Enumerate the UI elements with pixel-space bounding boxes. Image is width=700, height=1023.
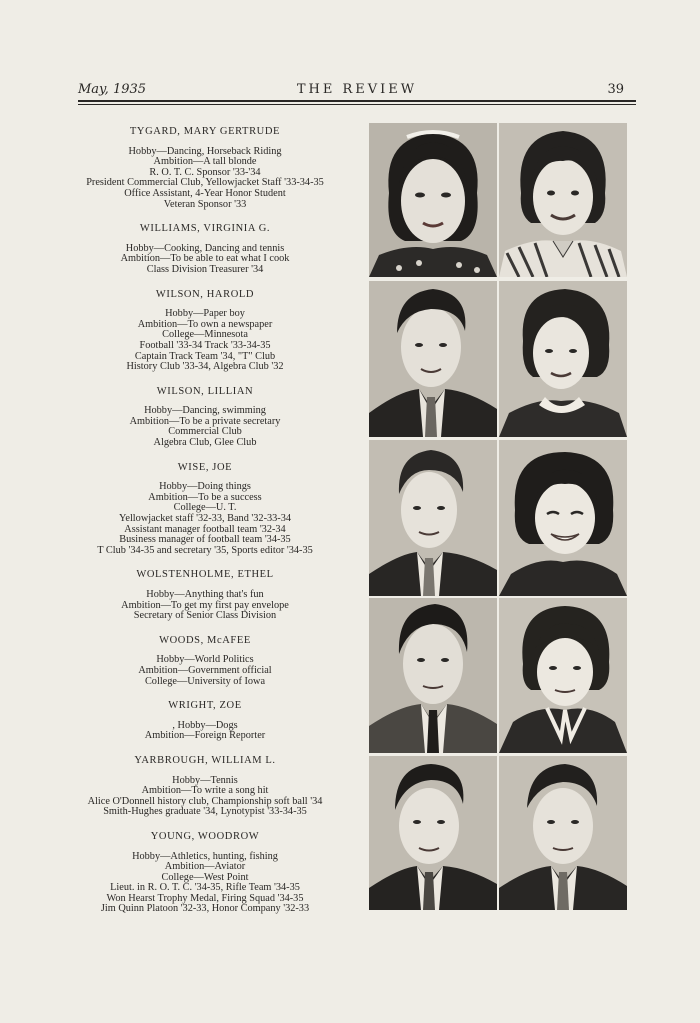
entry-line: Captain Track Team '34, "T" Club bbox=[134, 350, 276, 362]
entry-name: YARBROUGH, WILLIAM L. bbox=[134, 754, 276, 766]
entry-line: Jim Quinn Platoon '32-33, Honor Company '32-33 bbox=[100, 903, 310, 915]
issue-date: May, 1935 bbox=[78, 82, 147, 97]
portrait-man-icon bbox=[369, 598, 497, 753]
entry-wright bbox=[50, 701, 360, 742]
entry-tygard bbox=[50, 127, 360, 210]
entry-line: President Commercial Club, Yellowjacket Staff '33-34-35 bbox=[86, 177, 324, 189]
header-rule bbox=[78, 100, 636, 102]
entry-line: Hobby—Tennis bbox=[172, 774, 238, 786]
entry-line: Algebra Club, Glee Club bbox=[153, 437, 257, 449]
entry-line: Veteran Sponsor '33 bbox=[163, 198, 247, 210]
entry-line: T Club '34-35 and secretary '35, Sports editor '34-35 bbox=[97, 544, 313, 556]
entry-line: College—University of Iowa bbox=[144, 675, 266, 687]
entry-line: Ambition—To get my first pay envelope bbox=[121, 599, 289, 611]
portrait-man-icon bbox=[369, 756, 497, 910]
entry-line: Ambition—Foreign Reporter bbox=[144, 730, 266, 742]
portrait-woman-icon bbox=[499, 598, 627, 753]
page-header bbox=[78, 82, 636, 104]
entry-woods bbox=[50, 636, 360, 687]
entry-yarbrough bbox=[50, 756, 360, 818]
entry-line: R. O. T. C. Sponsor '33-'34 bbox=[149, 166, 261, 178]
portrait-photo bbox=[369, 598, 497, 753]
entry-name: WOODS, McAFEE bbox=[159, 634, 251, 646]
portrait-woman-icon bbox=[499, 123, 627, 277]
senior-entries bbox=[50, 127, 360, 915]
entry-line: Hobby—Paper boy bbox=[165, 308, 245, 320]
entry-line: Commercial Club bbox=[168, 426, 242, 438]
entry-line: Smith-Hughes graduate '34, Lynotypist '33-34-35 bbox=[103, 806, 307, 818]
entry-line: , Hobby—Dogs bbox=[172, 719, 238, 731]
entry-wilson-harold bbox=[50, 290, 360, 373]
entry-line: College—Minnesota bbox=[162, 329, 248, 341]
entry-line: Ambition—To be a private secretary bbox=[129, 415, 281, 427]
entry-line: Ambition—Aviator bbox=[164, 861, 246, 873]
header-rule-thin bbox=[78, 104, 636, 105]
portrait-photo bbox=[499, 756, 627, 910]
entry-line: History Club '33-34, Algebra Club '32 bbox=[126, 361, 284, 373]
portrait-man-icon bbox=[499, 756, 627, 910]
entry-line: Ambition—Government official bbox=[138, 664, 272, 676]
entry-young bbox=[50, 832, 360, 915]
entry-line: Hobby—Dancing, Horseback Riding bbox=[128, 145, 282, 157]
entry-line: Hobby—Athletics, hunting, fishing bbox=[132, 850, 278, 862]
portrait-photo bbox=[499, 281, 627, 437]
entry-name: WILLIAMS, VIRGINIA G. bbox=[139, 223, 271, 235]
portrait-man-icon bbox=[369, 440, 497, 596]
portrait-woman-icon bbox=[369, 123, 497, 277]
entry-line: Assistant manager football team '32-34 bbox=[124, 523, 286, 535]
entry-name: WILSON, HAROLD bbox=[155, 288, 255, 300]
entry-line: Football '33-34 Track '33-34-35 bbox=[139, 339, 271, 351]
entry-line: College—U. T. bbox=[173, 502, 237, 514]
entry-line: Lieut. in R. O. T. C. '34-35, Rifle Team '34-35 bbox=[110, 882, 300, 894]
entry-wolstenholme bbox=[50, 570, 360, 621]
portrait-man-icon bbox=[369, 281, 497, 437]
entry-line: Yellowjacket staff '32-33, Band '32-33-34 bbox=[118, 513, 292, 525]
entry-name: WOLSTENHOLME, ETHEL bbox=[136, 569, 274, 581]
entry-line: Hobby—Anything that's fun bbox=[146, 589, 264, 600]
entry-line: Hobby—Cooking, Dancing and tennis bbox=[125, 242, 285, 254]
entry-name: YOUNG, WOODROW bbox=[150, 830, 260, 842]
entry-name: TYGARD, MARY GERTRUDE bbox=[129, 126, 281, 137]
entry-line: Hobby—Doing things bbox=[159, 481, 251, 493]
portrait-photo bbox=[369, 281, 497, 437]
entry-line: Ambition—A tall blonde bbox=[153, 156, 257, 168]
entry-line: Office Assistant, 4-Year Honor Student bbox=[124, 187, 286, 199]
entry-line: Won Hearst Trophy Medal, Firing Squad '34-35 bbox=[106, 892, 304, 904]
portrait-photo bbox=[369, 440, 497, 596]
entry-line: Hobby—World Politics bbox=[156, 654, 254, 666]
publication-title: THE REVIEW bbox=[296, 82, 418, 97]
entry-name: WILSON, LILLIAN bbox=[156, 385, 254, 397]
page-number: 39 bbox=[607, 82, 624, 97]
entry-line: Ambition—To own a newspaper bbox=[137, 318, 273, 330]
portrait-photo bbox=[369, 123, 497, 277]
portrait-photo bbox=[499, 440, 627, 596]
entry-line: Class Division Treasurer '34 bbox=[146, 263, 264, 275]
entry-wilson-lillian bbox=[50, 387, 360, 449]
entry-name: WISE, JOE bbox=[177, 461, 233, 473]
portrait-woman-icon bbox=[499, 281, 627, 437]
entry-name: WRIGHT, ZOE bbox=[168, 700, 242, 712]
entry-line: Alice O'Donnell history club, Championship soft ball '34 bbox=[87, 795, 323, 807]
entry-williams bbox=[50, 224, 360, 275]
entry-line: Ambition—To be a success bbox=[148, 491, 262, 503]
entry-line: Business manager of football team '34-35 bbox=[119, 534, 291, 546]
entry-line: Ambition—To write a song hit bbox=[141, 785, 269, 797]
portrait-woman-icon bbox=[499, 440, 627, 596]
entry-line: College—West Point bbox=[161, 871, 249, 883]
portrait-photo bbox=[499, 123, 627, 277]
portrait-photo bbox=[499, 598, 627, 753]
entry-line: Hobby—Dancing, swimming bbox=[144, 405, 266, 417]
entry-line: Ambition—To be able to eat what I cook bbox=[120, 253, 290, 265]
entry-wise bbox=[50, 463, 360, 557]
entry-line: Secretary of Senior Class Division bbox=[133, 610, 277, 622]
portrait-photo bbox=[369, 756, 497, 910]
